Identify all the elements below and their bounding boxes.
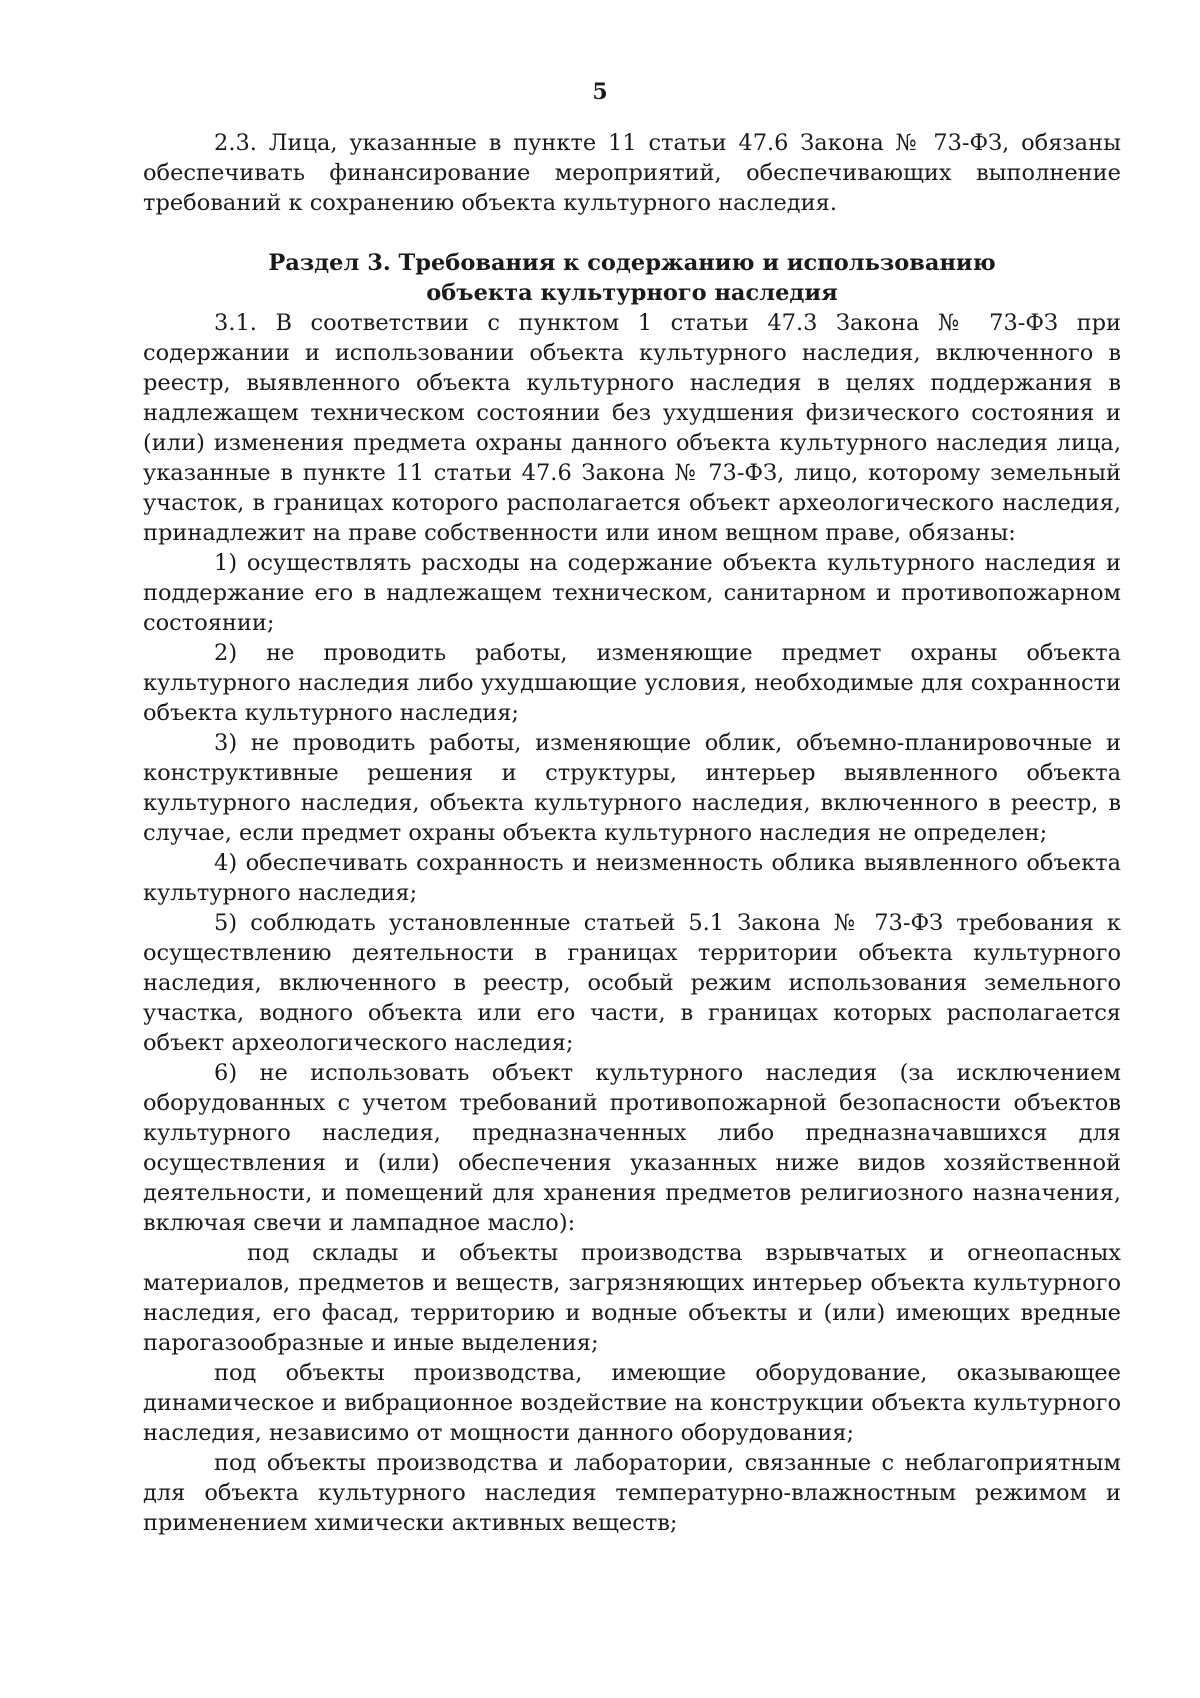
- paragraph-3-1: 3.1. В соответствии с пунктом 1 статьи 47.3 Закона № 73-ФЗ при содержании и использовании объекта культурного наследия, включенного в реестр, выявленного объекта культурного наследия в целях поддержания в надлежащем техническом состоянии без ухудшения физического состояния и (или) изменения предмета охраны данного объекта культурного наследия лица, указанные в пункте 11 статьи 47.6 Закона № 73-ФЗ, лицо, которому земельный участок, в границах которого располагается объект археологического наследия, принадлежит на праве собственности или ином вещном праве, обязаны:: [143, 310, 1121, 546]
- document-body: [143, 128, 1121, 1538]
- section-3-heading-line-2: объекта культурного наследия: [426, 280, 838, 306]
- section-3-heading: [143, 248, 1121, 308]
- sub-list-item: под склады и объекты производства взрывчатых и огнеопасных материалов, предметов и веществ, загрязняющих интерьер объекта культурного наследия, его фасад, территорию и водные объекты и (или) имеющих вредные парогазообразные и иные выделения;: [143, 1240, 1121, 1356]
- list-item: 1) осуществлять расходы на содержание объекта культурного наследия и поддержание его в надлежащем техническом, санитарном и противопожарном состоянии;: [143, 550, 1121, 636]
- list-item: 5) соблюдать установленные статьей 5.1 Закона № 73-ФЗ требования к осуществлению деятельности в границах территории объекта культурного наследия, включенного в реестр, особый режим использования земельного участка, водного объекта или его части, в границах которых располагается объект археологического наследия;: [143, 910, 1121, 1056]
- list-item: 6) не использовать объект культурного наследия (за исключением оборудованных с учетом требований противопожарной безопасности объектов культурного наследия, предназначенных либо предназначавшихся для осуществления и (или) обеспечения указанных ниже видов хозяйственной деятельности, и помещений для хранения предметов религиозного назначения, включая свечи и лампадное масло):: [143, 1060, 1121, 1236]
- paragraph-2-3: 2.3. Лица, указанные в пункте 11 статьи 47.6 Закона № 73-ФЗ, обязаны обеспечивать финансирование мероприятий, обеспечивающих выполнение требований к сохранению объекта культурного наследия.: [143, 130, 1121, 216]
- list-item: 2) не проводить работы, изменяющие предмет охраны объекта культурного наследия либо ухудшающие условия, необходимые для сохранности объекта культурного наследия;: [143, 640, 1121, 726]
- list-item: 4) обеспечивать сохранность и неизменность облика выявленного объекта культурного наследия;: [143, 850, 1121, 906]
- sub-list-item: под объекты производства и лаборатории, связанные с неблагоприятным для объекта культурного наследия температурно-влажностным режимом и применением химически активных веществ;: [143, 1450, 1121, 1536]
- list-item: 3) не проводить работы, изменяющие облик, объемно-планировочные и конструктивные решения и структуры, интерьер выявленного объекта культурного наследия, объекта культурного наследия, включенного в реестр, в случае, если предмет охраны объекта культурного наследия не определен;: [143, 730, 1121, 846]
- page-number: 5: [592, 79, 608, 105]
- section-3-heading-line-1: Раздел 3. Требования к содержанию и использованию: [268, 250, 996, 276]
- sub-list-item: под объекты производства, имеющие оборудование, оказывающее динамическое и вибрационное воздействие на конструкции объекта культурного наследия, независимо от мощности данного оборудования;: [143, 1360, 1121, 1446]
